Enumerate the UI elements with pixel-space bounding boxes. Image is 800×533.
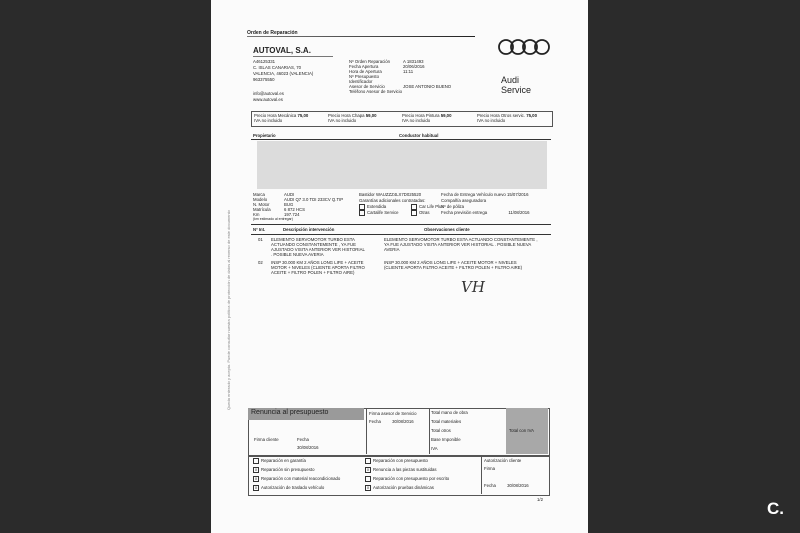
garantias-label: Garantías adicionales contratadas: [359,198,426,203]
company-name: AUTOVAL, S.A. [253,46,311,55]
bastidor: Bastidor WAUZZZ4LX7D025520 [359,192,422,197]
owner-rule [251,139,551,140]
work-row-1-desc: ELEMENTO SERVOMOTOR TURBO ESTA ACTUANDO CONSTANTEMENTE , YA FUE AJUSTADO VISITA ANTERIOR VER HISTORIAL . POSIBLE NUEVA AVERIA [271,237,365,257]
total-iva-label: Total con IVA [509,428,534,433]
option-carlife: Car Life Plus [411,204,444,210]
auth-presupuesto-escrito-checkbox[interactable] [365,476,371,482]
auth-left-list: Reparación en garantía X Reparación sin presupuesto X Reparación con material reacondicionado X Autorización de traslado vehículo [254,458,341,491]
option-cartalife: Cartalife Service [359,210,399,216]
brand-audi: Audi [501,75,520,85]
work-row-2-obs: INSP 30.000 KM 2 AÑOS LONG LIFE + ACEITE MOTOR + NIVELES (CLIENTE APORTA FILTRO ACEITE + FILTRO POLEN + FILTRO AIRE) [384,260,523,270]
work-row-2-number: 02 [258,260,263,265]
auth-sin-presupuesto-checkbox[interactable]: X [254,468,258,472]
firma-asesor: Firma asesor de Servicio [369,411,417,416]
budget-divider [366,408,367,454]
auth-con-presupuesto-checkbox[interactable] [365,458,371,464]
work-row-2-desc: INSP 30.000 KM 2 AÑOS LONG LIFE + ACEITE MOTOR + NIVELES (CLIENTE APORTA FILTRO ACEITE + FILTRO POLEN + FILTRO AIRE) [271,260,365,275]
price-otros: Precio Hora Otros servic. 75,00 IVA no incluido [477,113,537,123]
company-phone: 963375550 [253,77,275,82]
auth-firma: Firma [484,466,495,471]
vehicle-values: AUDI AUDI Q7 3.0 TDI 233CV Q.TIP BUG 6 872 HCS 197.724 [284,192,344,217]
corner-mark: C. [767,499,784,518]
page-number: 1/2 [537,497,543,502]
company-cif: A46125331 [253,59,275,64]
budget-fecha-label: Fecha [297,437,309,442]
driver-label: Conductor habitual [399,133,439,138]
numero-poliza: Nº de póliza [441,204,465,209]
totals-list: Total mano de obra Total materiales Total otros Base Imponible IVA [431,410,468,451]
handwritten-initials: VH [461,278,485,296]
firma-cliente: Firma cliente [254,437,279,442]
work-header-rule [251,234,551,235]
company-street: C. ISLAS CANARIAS, 70 [253,65,302,70]
company-rule [253,56,333,57]
auth-reacondicionado-checkbox[interactable]: X [254,477,258,481]
auth-garantia-checkbox[interactable] [253,458,259,464]
auth-mid-list: Reparación con presupuesto X Renuncia a las piezas sustituidas Reparación con presupuesto por escrito X Autorización pruebas dinámicas [366,458,450,491]
audi-rings-logo [497,38,551,56]
owner-label: Propietario [253,133,276,138]
budget-fecha-value: 30/08/2016 [297,445,319,450]
redacted-owner-data [257,141,547,189]
budget-title: Renuncia al presupuesto [251,409,329,416]
side-legal-text: Queda enterado y acepta. Puede consultar nuestra política de protección de datos al reverso de este documento [226,210,231,410]
title-rule [247,36,475,37]
auth-pruebas-dinamicas-checkbox[interactable]: X [366,486,370,490]
company-web: www.autoval.es [253,97,283,102]
vehicle-labels: Marca Modelo N. Motor Matrícula Km [253,192,271,217]
col-obs: Observaciones cliente [424,227,470,232]
order-values: A 1831493 20/06/2016 11:11 JOSE ANTONIO BUENO [403,59,452,89]
fecha-entrega: Fecha de Entrega Vehículo nuevo 15/07/2016 [441,192,529,197]
option-extendida: Extendida [359,204,386,210]
price-chapa: Precio Hora Chapa 59,00 IVA no incluido [328,113,377,123]
work-top-rule [251,224,551,225]
work-row-1-obs: ELEMENTO SERVOMOTOR TURBO ESTA ACTUANDO CONSTANTEMENTE , YA FUE AJUSTADO VISITA ANTERIOR VER HISTORIAL . POSIBLE NUEVA AVERIA [384,237,538,252]
asesor-fecha: Fecha 30/08/2016 [369,419,414,424]
order-labels: Nº Orden Reparación Fecha Apertura Hora de Apertura Nº Presupuesto Identificador Asesor de Servicio Teléfono Asesor de Servicio [349,59,403,94]
fecha-prevision: Fecha previsión entrega 11/08/2016 [441,210,530,215]
option-otras: Otras [411,210,430,216]
auth-traslado-checkbox[interactable]: X [254,486,258,490]
auth-renuncia-piezas-checkbox[interactable]: X [366,468,370,472]
km-note: (km estimado al entregar) [253,217,293,221]
compania-aseguradora: Compañía aseguradora [441,198,487,203]
brand-service: Service [501,85,532,95]
col-desc: Descripción intervención [283,227,335,232]
price-pintura: Precio Hora Pintura 59,00 IVA no incluido [402,113,452,123]
repair-order-page [211,0,588,533]
col-num: Nº Int. [253,227,266,232]
company-city: VALENCIA, 46023 (VALENCIA) [253,71,314,76]
company-email: info@autoval.es [253,91,284,96]
auth-fecha: Fecha 30/08/2016 [484,483,529,488]
doc-title: Orden de Reparación [247,30,298,36]
price-mecanica: Precio Hora Mecánica 75,00 IVA no incluido [254,113,309,123]
work-row-1-number: 01 [258,237,263,242]
auth-cliente-title: Autorización cliente [484,458,522,463]
totals-divider [429,408,430,454]
auth-divider [481,456,482,494]
